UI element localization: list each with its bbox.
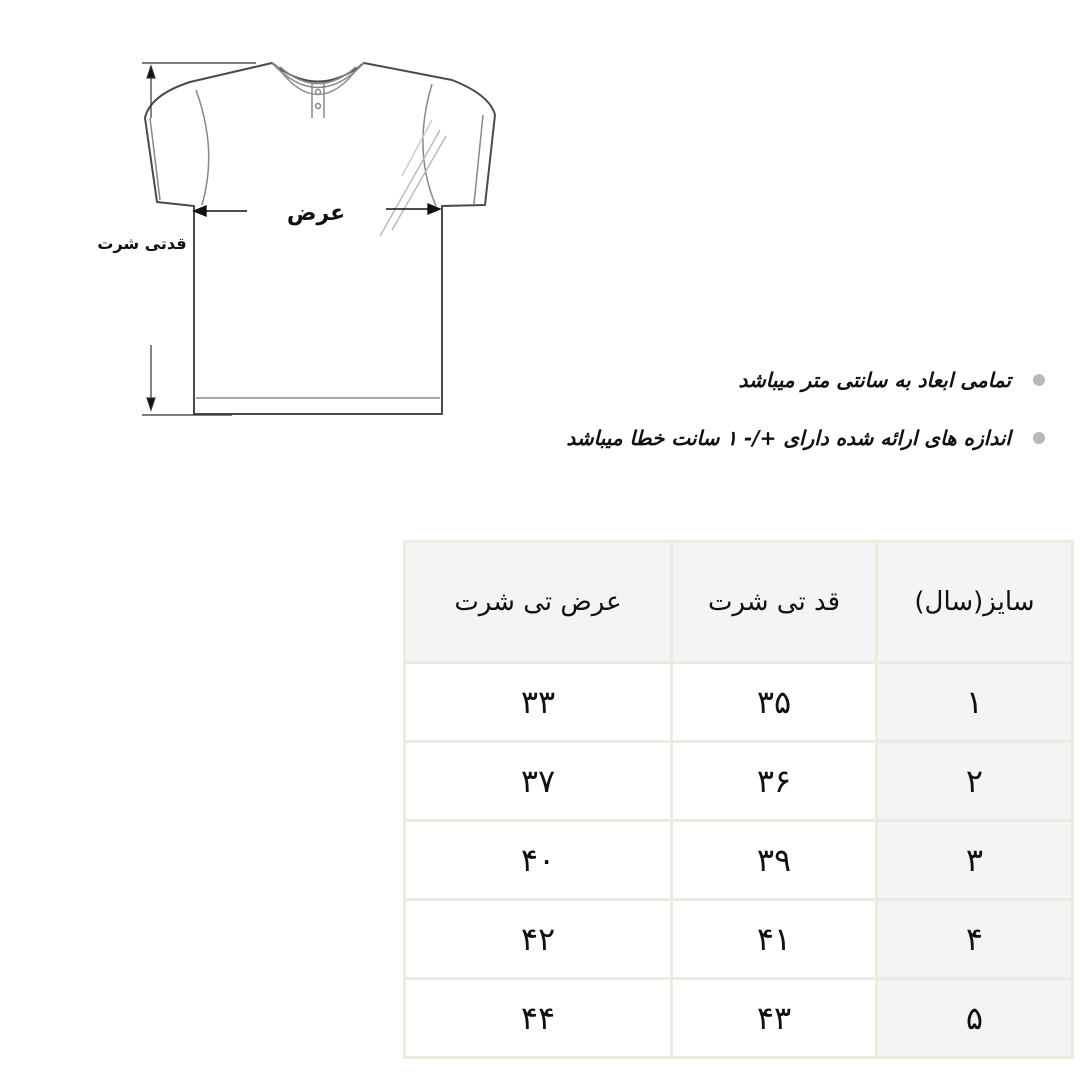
size-cell: ۳ [877, 821, 1073, 900]
note-text: اندازه های ارائه شده دارای +/- ۱ سانت خطا میباشد [566, 426, 1011, 450]
length-cell: ۳۵ [672, 663, 877, 742]
table-row [405, 900, 1073, 979]
header-size: سایز(سال) [877, 542, 1073, 663]
table-row [405, 663, 1073, 742]
header-length: قد تی شرت [672, 542, 877, 663]
length-cell: ۴۳ [672, 979, 877, 1058]
note-item [525, 362, 1045, 398]
table-header-row [405, 542, 1073, 663]
table-row [405, 742, 1073, 821]
bullet-dot-icon [1033, 432, 1045, 444]
length-label: قدتی شرت [97, 234, 187, 253]
header-width: عرض تی شرت [405, 542, 672, 663]
note-item [525, 420, 1045, 456]
width-cell: ۳۷ [405, 742, 672, 821]
width-cell: ۳۳ [405, 663, 672, 742]
table-row [405, 821, 1073, 900]
size-cell: ۴ [877, 900, 1073, 979]
notes-list [525, 362, 1045, 478]
length-cell: ۳۹ [672, 821, 877, 900]
table-row [405, 979, 1073, 1058]
bullet-dot-icon [1033, 374, 1045, 386]
width-cell: ۴۲ [405, 900, 672, 979]
size-cell: ۲ [877, 742, 1073, 821]
width-cell: ۴۰ [405, 821, 672, 900]
size-cell: ۱ [877, 663, 1073, 742]
width-cell: ۴۴ [405, 979, 672, 1058]
length-cell: ۴۱ [672, 900, 877, 979]
note-text: تمامی ابعاد به سانتی متر میباشد [738, 368, 1011, 392]
size-table [403, 540, 1074, 1059]
size-cell: ۵ [877, 979, 1073, 1058]
length-cell: ۳۶ [672, 742, 877, 821]
tshirt-outline [145, 63, 495, 414]
tshirt-measurement-diagram [0, 0, 560, 480]
width-label: عرض [286, 201, 346, 226]
